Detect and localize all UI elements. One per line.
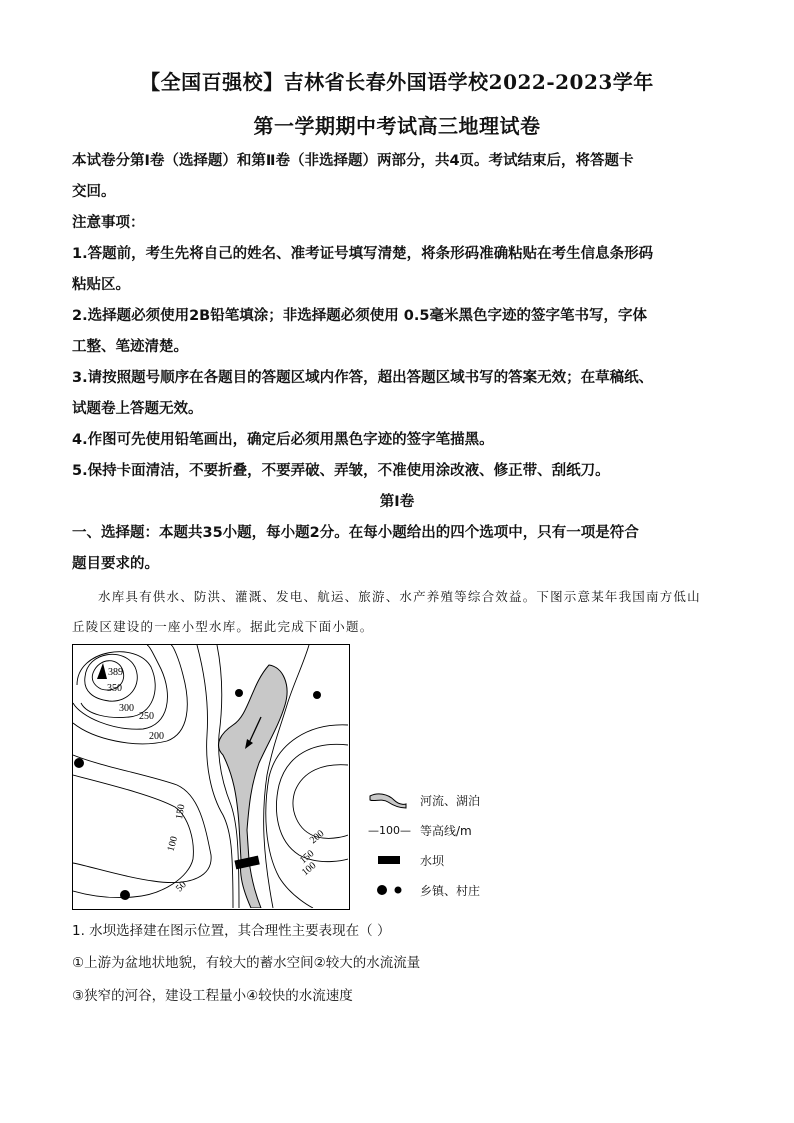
note-line: 1.答题前，考生先将自己的姓名、准考证号填写清楚，将条形码准确粘贴在考生信息条形码 bbox=[72, 246, 654, 262]
part-heading-line-1: 一、选择题：本题共35小题，每小题2分。在每小题给出的四个选项中，只有一项是符合 bbox=[72, 525, 639, 541]
town-dot bbox=[74, 758, 84, 768]
contour-label: 100 bbox=[165, 835, 181, 853]
note-line: 3.请按照题号顺序在各题目的答题区域内作答，超出答题区域书写的答案无效；在草稿纸、 bbox=[72, 370, 654, 386]
note-line: 5.保持卡面清洁，不要折叠，不要弄破、弄皱，不准使用涂改液、修正带、刮纸刀。 bbox=[72, 463, 610, 479]
peak-elevation-label: 389 bbox=[108, 667, 123, 678]
note-line: 工整、笔迹清楚。 bbox=[72, 339, 188, 355]
note-line: 2.选择题必须使用2B铅笔填涂；非选择题必须使用 0.5毫米黑色字迹的签字笔书写，字体 bbox=[72, 308, 647, 324]
map-legend bbox=[368, 786, 528, 906]
settlement-symbol bbox=[368, 880, 408, 900]
reservoir-contour-map bbox=[72, 644, 350, 910]
intro-line-2: 交回。 bbox=[72, 184, 116, 200]
town-dot bbox=[120, 890, 130, 900]
contour-label: 200 bbox=[149, 731, 164, 742]
village-dot bbox=[313, 691, 321, 699]
legend-river-lake: 河流、湖泊 bbox=[368, 788, 408, 812]
contour-label: 350 bbox=[107, 683, 122, 694]
part-heading-line-2: 题目要求的。 bbox=[72, 556, 159, 572]
village-dot bbox=[235, 689, 243, 697]
legend-contour: —100— 等高线/m bbox=[368, 823, 472, 838]
note-line: 4.作图可先使用铅笔画出，确定后必须用黑色字迹的签字笔描黑。 bbox=[72, 432, 494, 448]
river-lake-symbol bbox=[368, 790, 408, 810]
dam-symbol bbox=[368, 850, 408, 870]
title-line-2: 第一学期期中考试高三地理试卷 bbox=[253, 114, 541, 138]
question-stem: 1. 水坝选择建在图示位置，其合理性主要表现在（ ） bbox=[72, 923, 391, 939]
volume-heading: 第Ⅰ卷 bbox=[379, 494, 415, 510]
title-line-1: 【全国百强校】吉林省长春外国语学校2022-2023学年 bbox=[140, 70, 654, 94]
legend-dam: 水坝 bbox=[368, 848, 408, 872]
notice-heading: 注意事项： bbox=[72, 215, 145, 231]
contour-label: 300 bbox=[119, 703, 134, 714]
contour-sample: —100— bbox=[368, 823, 411, 837]
passage-line-2: 丘陵区建设的一座小型水库。据此完成下面小题。 bbox=[72, 619, 374, 634]
note-line: 试题卷上答题无效。 bbox=[72, 401, 203, 417]
question-options-line-2: ③狭窄的河谷，建设工程量小④较快的水流速度 bbox=[72, 988, 353, 1004]
passage-line-1: 水库具有供水、防洪、灌溉、发电、航运、旅游、水产养殖等综合效益。下图示意某年我国南方低山 bbox=[98, 589, 701, 604]
intro-line-1: 本试卷分第Ⅰ卷（选择题）和第Ⅱ卷（非选择题）两部分，共4页。考试结束后，将答题卡 bbox=[72, 153, 634, 169]
question-options-line-1: ①上游为盆地状地貌，有较大的蓄水空间②较大的水流流量 bbox=[72, 955, 421, 971]
contour-label: 150 bbox=[297, 848, 317, 867]
contour-label: 50 bbox=[173, 879, 189, 895]
legend-settlement: 乡镇、村庄 bbox=[368, 878, 408, 902]
note-line: 粘贴区。 bbox=[72, 277, 130, 293]
contour-label: 200 bbox=[307, 828, 327, 847]
contour-label: 100 bbox=[299, 860, 319, 879]
contour-label: 150 bbox=[174, 803, 188, 821]
contour-label: 250 bbox=[139, 711, 154, 722]
